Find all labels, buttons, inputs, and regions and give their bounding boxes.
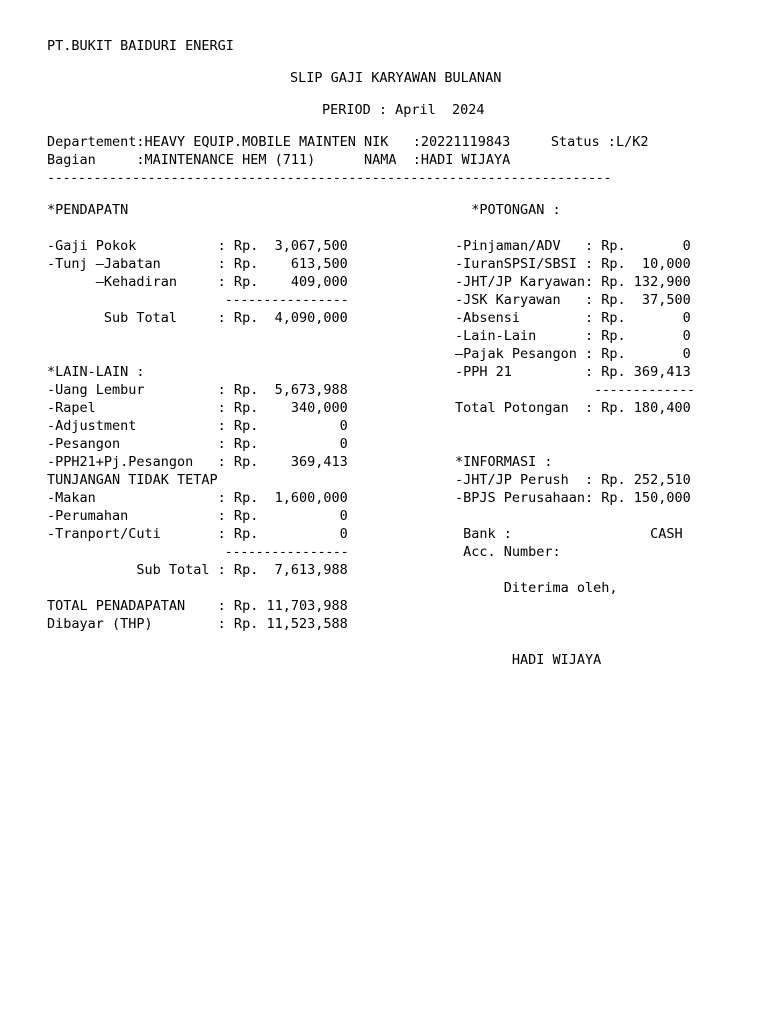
company-name: PT.BUKIT BAIDURI ENERGI <box>47 38 234 54</box>
earnings-line: -Tranport/Cuti : Rp. 0 <box>47 526 348 542</box>
deductions-line: -IuranSPSI/SBSI : Rp. 10,000 <box>455 256 691 272</box>
period-label: PERIOD : April 2024 <box>322 102 485 118</box>
earnings-line: -Rapel : Rp. 340,000 <box>47 400 348 416</box>
slip-title: SLIP GAJI KARYAWAN BULANAN <box>290 70 502 86</box>
earnings-line: –Kehadiran : Rp. 409,000 <box>47 274 348 290</box>
earnings-line: -Perumahan : Rp. 0 <box>47 508 348 524</box>
deductions-line: HADI WIJAYA <box>455 652 602 668</box>
employee-line-2: Bagian :MAINTENANCE HEM (711) NAMA :HADI WIJAYA <box>47 152 511 168</box>
employee-line-1: Departement:HEAVY EQUIP.MOBILE MAINTEN NIK :20221119843 Status :L/K2 <box>47 134 649 150</box>
earnings-line: -Uang Lembur : Rp. 5,673,988 <box>47 382 348 398</box>
deductions-line: Total Potongan : Rp. 180,400 <box>455 400 691 416</box>
deductions-line: -JHT/JP Perush : Rp. 252,510 <box>455 472 691 488</box>
deductions-line: -Lain-Lain : Rp. 0 <box>455 328 691 344</box>
earnings-line: Dibayar (THP) : Rp. 11,523,588 <box>47 616 348 632</box>
deductions-line: *POTONGAN : <box>455 202 561 218</box>
deductions-line: Diterima oleh, <box>455 580 618 596</box>
separator-line: ------------------------------------------------------------------------- <box>47 170 612 186</box>
deductions-line: -Pinjaman/ADV : Rp. 0 <box>455 238 691 254</box>
earnings-line: -Gaji Pokok : Rp. 3,067,500 <box>47 238 348 254</box>
deductions-line: *INFORMASI : <box>455 454 553 470</box>
earnings-line: -Tunj –Jabatan : Rp. 613,500 <box>47 256 348 272</box>
deductions-line: Acc. Number: <box>455 544 561 560</box>
earnings-line: -PPH21+Pj.Pesangon : Rp. 369,413 <box>47 454 348 470</box>
deductions-line: –Pajak Pesangon : Rp. 0 <box>455 346 691 362</box>
earnings-line: Sub Total : Rp. 4,090,000 <box>47 310 348 326</box>
earnings-line: -Makan : Rp. 1,600,000 <box>47 490 348 506</box>
deductions-line: -JHT/JP Karyawan: Rp. 132,900 <box>455 274 691 290</box>
earnings-line: Sub Total : Rp. 7,613,988 <box>47 562 348 578</box>
earnings-line: -Adjustment : Rp. 0 <box>47 418 348 434</box>
deductions-line: -Absensi : Rp. 0 <box>455 310 691 326</box>
earnings-line: *PENDAPATN <box>47 202 129 218</box>
earnings-line: TOTAL PENADAPATAN : Rp. 11,703,988 <box>47 598 348 614</box>
deductions-line: -JSK Karyawan : Rp. 37,500 <box>455 292 691 308</box>
deductions-line: Bank : CASH <box>455 526 683 542</box>
earnings-line: ---------------- <box>47 544 349 560</box>
earnings-line: TUNJANGAN TIDAK TETAP <box>47 472 218 488</box>
deductions-line: -PPH 21 : Rp. 369,413 <box>455 364 691 380</box>
deductions-line: -BPJS Perusahaan: Rp. 150,000 <box>455 490 691 506</box>
earnings-line: ---------------- <box>47 292 349 308</box>
earnings-line: -Pesangon : Rp. 0 <box>47 436 348 452</box>
earnings-line: *LAIN-LAIN : <box>47 364 145 380</box>
deductions-line: ------------- <box>455 382 695 398</box>
